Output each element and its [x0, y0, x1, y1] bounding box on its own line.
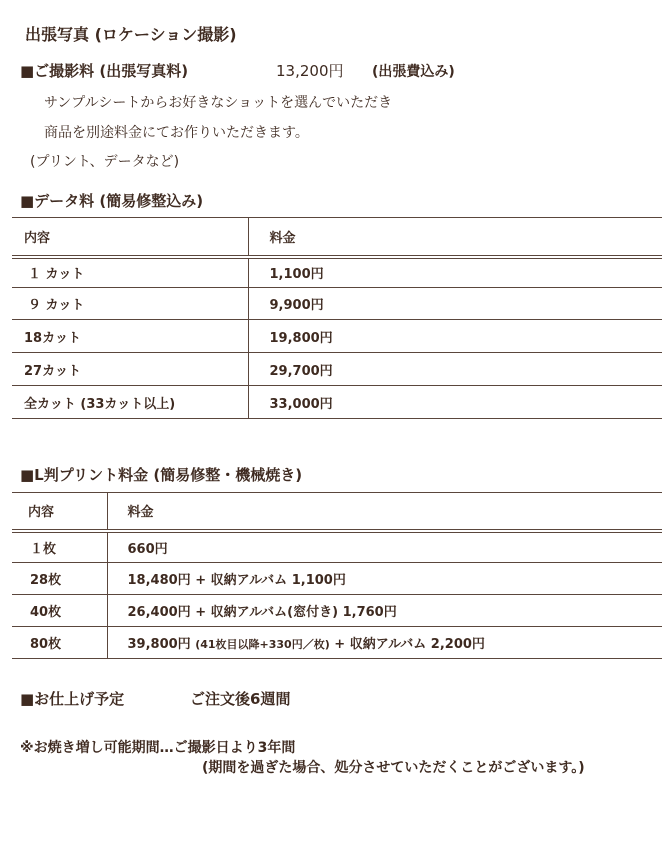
row-price-extra: + 収納アルバム 2,200円	[334, 637, 485, 652]
shooting-fee-price: 13,200円	[276, 62, 344, 80]
row-content: ９ カット	[12, 288, 248, 320]
row-price: 18,480円 + 収納アルバム 1,100円	[107, 563, 662, 595]
table-row	[12, 386, 662, 419]
column-header-price: 料金	[248, 218, 662, 257]
row-price: 9,900円	[248, 288, 662, 320]
table-row	[12, 288, 662, 320]
row-content: 27カット	[12, 353, 248, 386]
row-price: 26,400円 + 収納アルバム(窓付き) 1,760円	[107, 595, 662, 627]
table-row	[12, 320, 662, 353]
row-price-cell	[107, 627, 662, 659]
row-price: 39,800円	[127, 637, 191, 652]
row-price: 33,000円	[248, 386, 662, 419]
reprint-disposal-note: (期間を過ぎた場合、処分させていただくことがございます。)	[202, 760, 585, 776]
table-header-row	[12, 218, 662, 257]
shooting-fee-price-note: (出張費込み)	[372, 64, 455, 80]
table-row	[12, 627, 662, 659]
table-header-row	[12, 493, 662, 531]
table-row	[12, 563, 662, 595]
table-row	[12, 531, 662, 563]
shooting-fee-line: 商品を別途料金にてお作りいただきます。	[44, 125, 309, 141]
row-price: 29,700円	[248, 353, 662, 386]
data-fee-table	[12, 217, 662, 419]
print-fee-table	[12, 492, 662, 659]
table-row	[12, 353, 662, 386]
row-content: 18カット	[12, 320, 248, 353]
column-header-content: 内容	[12, 493, 107, 531]
row-content: 28枚	[12, 563, 107, 595]
shooting-fee-heading: ■ご撮影料 (出張写真料)	[20, 62, 189, 80]
reprint-period: ※お焼き増し可能期間…ご撮影日より3年間	[20, 740, 296, 756]
row-content: １枚	[12, 531, 107, 563]
print-fee-heading: ■L判プリント料金 (簡易修整・機械焼き)	[20, 466, 303, 484]
page-title: 出張写真 (ロケーション撮影)	[25, 25, 237, 44]
row-price: 660円	[107, 531, 662, 563]
table-row	[12, 595, 662, 627]
row-content: 80枚	[12, 627, 107, 659]
row-content: 40枚	[12, 595, 107, 627]
shooting-fee-line: サンプルシートからお好きなショットを選んでいただき	[44, 95, 393, 111]
row-price-note: (41枚目以降+330円／枚)	[195, 638, 330, 651]
row-content: 全カット (33カット以上)	[12, 386, 248, 419]
row-price: 1,100円	[248, 257, 662, 288]
data-fee-heading: ■データ料 (簡易修整込み)	[20, 192, 204, 210]
shooting-fee-line: (プリント、データなど)	[30, 154, 180, 170]
column-header-content: 内容	[12, 218, 248, 257]
delivery-value: ご注文後6週間	[190, 690, 291, 708]
table-row	[12, 257, 662, 288]
delivery-label: ■お仕上げ予定	[20, 690, 125, 708]
row-price: 19,800円	[248, 320, 662, 353]
row-content: １ カット	[12, 257, 248, 288]
column-header-price: 料金	[107, 493, 662, 531]
